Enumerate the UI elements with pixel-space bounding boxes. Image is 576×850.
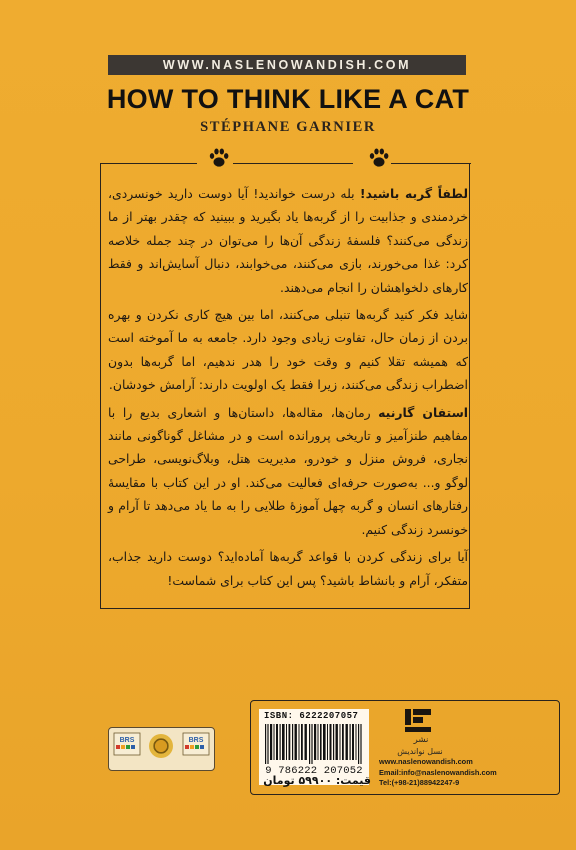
publisher-website: www.naslenowandish.com — [379, 757, 473, 766]
brs-badge-icon — [108, 727, 215, 771]
publisher-tel: Tel:(+98-21)88942247-9 — [379, 778, 460, 787]
svg-text:BRS: BRS — [119, 737, 135, 744]
price: قیمت: ۵۹۹۰۰ تومان — [263, 774, 371, 787]
publisher-name-line2: نسل نواندیش — [397, 747, 443, 756]
barcode-bars-icon — [265, 724, 363, 764]
blurb-paragraph-1: لطفاً گربه باشید! بله درست خواندید! آیا دوست دارید خونسردی، خردمندی و جذابیت را از گربه‌ها یاد بگیرید و ببینید که چقدر بهتر از ما زندگی می‌کنند؟ فلسفهٔ زندگی آن‌ها را می‌توان در چند جمله خلاصه کرد: غذا می‌خورند، بازی می‌کنند، می‌خوابند، دنبال آسایش‌اند و فقط کارهای دلخواهشان را انجام می‌دهند. — [108, 186, 468, 295]
author-name: STÉPHANE GARNIER — [200, 119, 376, 135]
isbn-label: ISBN: 6222207057 — [264, 711, 359, 721]
svg-text:BRS: BRS — [188, 737, 204, 744]
blurb-paragraph-4: آیا برای زندگی کردن با قواعد گربه‌ها آماده‌اید؟ دوست دارید جذاب، متفکر، آرام و بانشاط باشید؟ پس این کتاب برای شماست! — [108, 549, 468, 588]
ean-number: 9 786222 207052 — [265, 765, 363, 777]
blurb-paragraph-2: شاید فکر کنید گربه‌ها تنبلی می‌کنند، اما بین هیچ کاری نکردن و بهره بردن از زمان حال، تفاوت زیادی وجود دارد. جامعه به ما آموخته است که همیشه تقلا کنیم و وقت خود را هدر ندهیم، اما گربه‌ها بدون اضطراب زندگی می‌کنند، زیرا فقط یک اولویت دارند: آرامش خودشان. — [108, 307, 468, 393]
author-name-fa: استفان گارنیه — [378, 404, 468, 420]
website-banner: WWW.NASLENOWANDISH.COM — [108, 55, 466, 75]
barcode-panel — [250, 700, 560, 795]
publisher-email: Email:info@naslenowandish.com — [379, 767, 497, 777]
blurb-lead: لطفاً گربه باشید! — [359, 186, 468, 201]
publisher-name-line1: نشر — [413, 735, 429, 745]
book-title: HOW TO THINK LIKE A CAT — [106, 84, 470, 114]
publisher-logo-icon — [401, 707, 435, 735]
blurb-paragraph-3: استفان گارنیه رمان‌ها، مقاله‌ها، داستان‌ها و اشعاری بدیع را با مفاهیم طنزآمیز و تاریخی پرورانده است و در مشاغل گوناگونی مانند نجاری، فروش منزل و خودرو، مدیریت هتل، وبلاگ‌نویسی، طراحی لوگو و... به‌صورت حرفه‌ای فعالیت می‌کند. او در این کتاب با مقایسهٔ رفتارهای انسان و گربه چهل آموزهٔ طلایی را به ما یاد می‌دهد تا آرام و خونسرد زندگی کنیم. — [108, 404, 468, 537]
publisher-contact — [379, 757, 557, 789]
blurb-text — [108, 182, 468, 596]
